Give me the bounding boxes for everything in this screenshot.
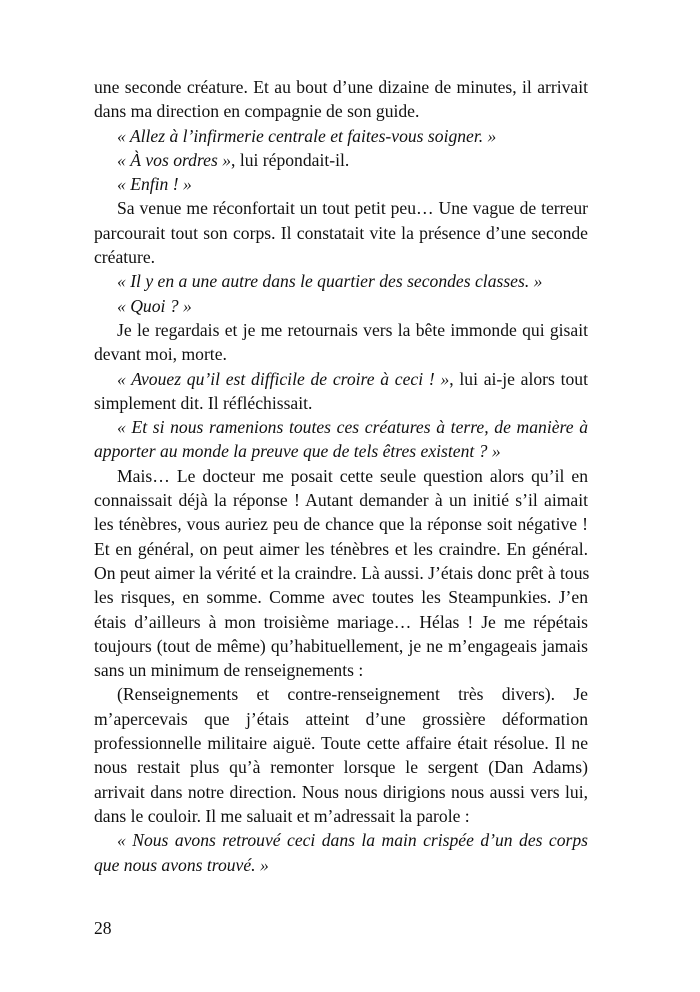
text-line: Je le regardais et je me retournais vers la bête immonde qui gisait [117, 319, 588, 340]
text-line: « Quoi ? » [117, 295, 192, 316]
text-line: arrivait dans notre direction. Nous nous dirigions nous aussi vers lui, [94, 781, 588, 802]
paragraph [94, 196, 588, 269]
text-line: les ténèbres, vous auriez peu de chance que la réponse soit négative ! [94, 514, 588, 535]
paragraph [94, 682, 588, 828]
page-number: 28 [94, 918, 112, 938]
narration: , lui répondait-il. [231, 149, 350, 170]
text-line: dans le couloir. Il me saluait et m’adressait la parole : [94, 805, 470, 826]
text-line: Et en général, on peut aimer les ténèbres et les craindre. En général. [94, 538, 588, 559]
text-line: (Renseignements et contre-renseignement très divers). Je [117, 684, 588, 705]
text-line: que nous avons trouvé. » [94, 854, 269, 875]
narration: , lui ai-je alors tout [449, 368, 588, 389]
paragraph [94, 828, 588, 877]
paragraph [94, 75, 588, 124]
text-line: une seconde créature. Et au bout d’une dizaine de minutes, il arrivait [94, 77, 588, 97]
text-line: Mais… Le docteur me posait cette seule question alors qu’il en [117, 465, 588, 486]
quoted-speech: « Avouez qu’il est difficile de croire à ceci ! » [117, 368, 450, 389]
text-line: sans un minimum de renseignements : [94, 660, 364, 681]
text-line: On peut aimer la vérité et la craindre. Là aussi. J’étais donc prêt à tous [94, 562, 590, 583]
narration: simplement dit. Il réfléchissait. [94, 392, 313, 413]
paragraph [94, 124, 588, 148]
text-line [94, 148, 588, 172]
text-line: nous restait plus qu’à remonter lorsque le sergent (Dan Adams) [94, 757, 588, 778]
text-line: dans ma direction en compagnie de son guide. [94, 101, 420, 122]
text-line: « Enfin ! » [117, 174, 192, 195]
quoted-speech: « À vos ordres » [117, 149, 232, 170]
text-line: créature. [94, 247, 156, 268]
text-line: étais d’ailleurs à mon troisième mariage… Hélas ! Je me répétais [94, 611, 588, 632]
paragraph [94, 464, 588, 683]
paragraph [94, 294, 588, 318]
text-line: connaissait déjà la réponse ! Autant demander à un initié s’il aimait [94, 490, 588, 511]
text-line: devant moi, morte. [94, 344, 227, 365]
paragraph [94, 148, 588, 172]
text-line: m’apercevais que j’étais atteint d’une grossière déformation [94, 708, 588, 729]
text-line: « Allez à l’infirmerie centrale et faites-vous soigner. » [117, 125, 497, 146]
text-line: « Nous avons retrouvé ceci dans la main crispée d’un des corps [117, 830, 588, 851]
page-body-text [94, 75, 588, 877]
text-line [94, 391, 588, 415]
text-line: apporter au monde la preuve que de tels êtres existent ? » [94, 441, 501, 462]
text-line: professionnelle militaire aiguë. Toute cette affaire était résolue. Il ne [94, 733, 588, 754]
paragraph [94, 367, 588, 416]
text-line: les risques, en somme. Comme avec toutes les Steampunkies. J’en [94, 587, 588, 608]
text-line: « Et si nous ramenions toutes ces créatures à terre, de manière à [117, 417, 588, 438]
text-line: « Il y en a une autre dans le quartier des secondes classes. » [117, 271, 543, 292]
text-line [94, 367, 588, 391]
paragraph [94, 415, 588, 464]
text-line: parcourait tout son corps. Il constatait vite la présence d’une seconde [94, 222, 588, 243]
text-line: toujours (tout de même) qu’habituellement, je ne m’engageais jamais [94, 635, 588, 656]
text-line: Sa venue me réconfortait un tout petit peu… Une vague de terreur [117, 198, 588, 219]
paragraph [94, 172, 588, 196]
paragraph [94, 269, 588, 293]
paragraph [94, 318, 588, 367]
